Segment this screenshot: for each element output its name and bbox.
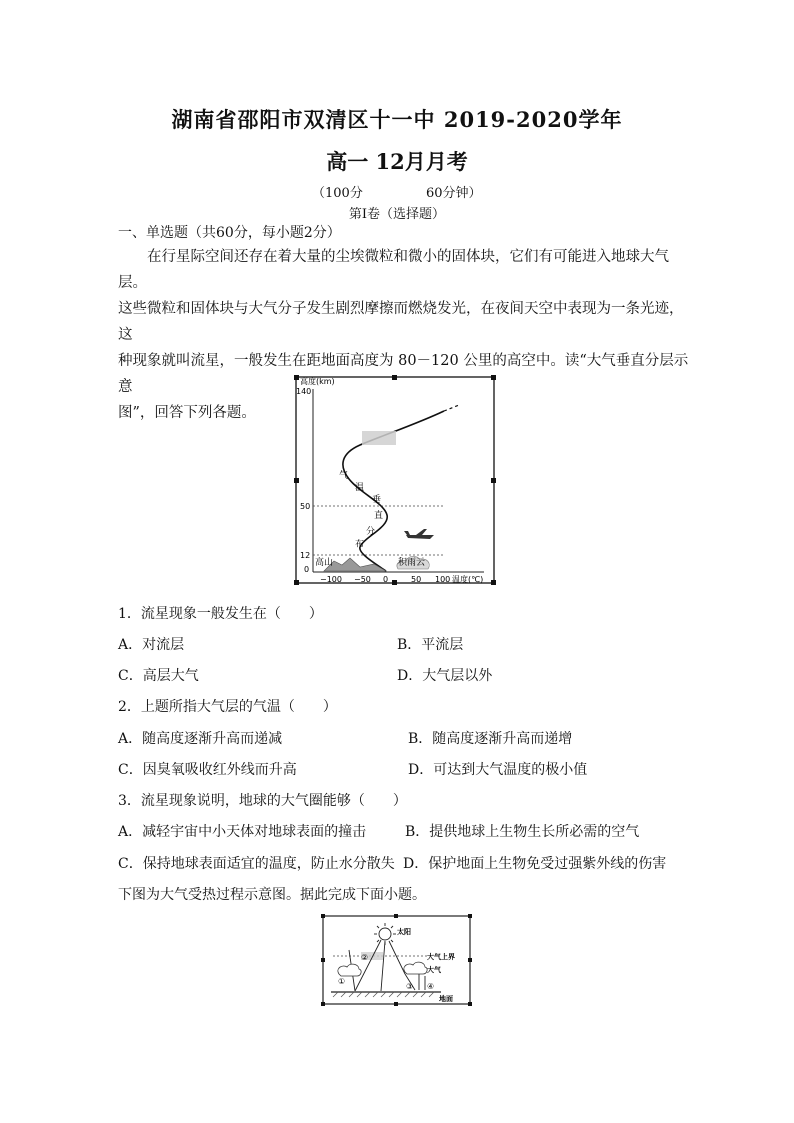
marker-1: ① xyxy=(338,977,346,986)
x-tick-minus100: −100 xyxy=(320,575,342,584)
ground-hatch xyxy=(333,992,434,997)
exam-title-line1: 湖南省邵阳市双清区十一中 2019-2020学年 xyxy=(171,107,623,132)
question-2-option-d: D．可达到大气温度的极小值 xyxy=(408,762,588,778)
upper-boundary-label: 大气上界 xyxy=(427,953,455,961)
intro-line-3: 种现象就叫流星，一般发生在距地面高度为 80－120 公里的高空中。读“大气垂直分层示意 xyxy=(118,353,689,395)
question-3-stem: 3．流星现象说明，地球的大气圈能够（ ） xyxy=(118,793,407,809)
selection-handles xyxy=(294,375,496,585)
curve-label-char-3: 垂 xyxy=(372,495,382,505)
curve-extension xyxy=(444,405,459,411)
atmospheric-heating-svg xyxy=(321,914,472,1006)
sun-label: 太阳 xyxy=(397,928,411,936)
curve-label-char-2: 温 xyxy=(355,483,365,493)
curve-label-char-4: 直 xyxy=(374,511,384,521)
intro-line-1: 在行星际空间还存在着大量的尘埃微粒和微小的固体块，它们有可能进入地球大气层。 xyxy=(118,249,669,291)
intro-line-4: 图”，回答下列各题。 xyxy=(118,405,256,421)
question-1-option-a: A．对流层 xyxy=(118,637,185,653)
question-3-option-d: D．保护地面上生物免受过强紫外线的伤害 xyxy=(403,856,667,872)
question-3-option-c: C．保持地球表面适宜的温度，防止水分散失 xyxy=(118,856,395,872)
marker-4: ④ xyxy=(427,982,435,991)
time-info: 60分钟） xyxy=(426,186,482,201)
cloud-label: 积雨云 xyxy=(398,558,426,568)
score-info: （100分 xyxy=(312,186,363,201)
x-tick-0: 0 xyxy=(383,575,389,584)
question-1-option-c: C．高层大气 xyxy=(118,668,199,684)
airplane-icon xyxy=(404,529,434,539)
atmosphere-label: 大气 xyxy=(427,966,441,974)
ground-label: 地面 xyxy=(439,995,453,1003)
marker-3: ③ xyxy=(406,982,414,991)
x-axis-label: 温度(℃) xyxy=(452,575,484,584)
curve-label-char-6: 布 xyxy=(355,540,365,550)
intro-line-2: 这些微粒和固体块与大气分子发生剧烈摩擦而燃烧发光，在夜间天空中表现为一条光迹，这 xyxy=(118,301,684,343)
exam-title-line2: 高一 12月月考 xyxy=(326,149,468,174)
question-3-option-a: A．减轻宇宙中小天体对地球表面的撞击 xyxy=(118,824,367,840)
y-tick-12: 12 xyxy=(300,551,311,560)
cloud-right-icon xyxy=(404,962,427,974)
atmosphere-layers-figure xyxy=(294,375,496,585)
mountain-label: 高山 xyxy=(315,558,334,568)
y-axis-label: 高度(km) xyxy=(300,377,335,386)
question-2-option-a: A．随高度逐渐升高而递减 xyxy=(118,731,283,747)
question-2-option-c: C．因臭氧吸收红外线而升高 xyxy=(118,762,297,778)
atmosphere-layers-svg xyxy=(294,375,496,585)
marker-2: ② xyxy=(361,953,369,962)
question-1-option-d: D．大气层以外 xyxy=(397,668,493,684)
blurred-label-patch xyxy=(362,431,396,445)
question-2-stem: 2．上题所指大气层的气温（ ） xyxy=(118,699,337,715)
question-1-option-b: B．平流层 xyxy=(397,637,464,653)
x-tick-minus50: −50 xyxy=(354,575,371,584)
volume-heading: 第Ⅰ卷（选择题） xyxy=(348,207,446,222)
cloud-left-icon xyxy=(338,964,361,976)
atmospheric-heating-figure xyxy=(321,914,472,1006)
x-tick-100: 100 xyxy=(435,575,451,584)
y-tick-0: 0 xyxy=(304,565,310,574)
y-tick-50: 50 xyxy=(300,502,311,511)
curve-label-char-5: 分 xyxy=(366,527,376,537)
question-1-stem: 1．流星现象一般发生在（ ） xyxy=(118,606,323,622)
figure2-intro: 下图为大气受热过程示意图。据此完成下面小题。 xyxy=(118,887,426,903)
figure-frame xyxy=(296,377,494,583)
x-tick-50: 50 xyxy=(411,575,422,584)
question-2-option-b: B．随高度逐渐升高而递增 xyxy=(408,731,573,747)
section-heading: 一、单选题（共60分，每小题2分） xyxy=(118,225,341,241)
curve-label-char-1: 气 xyxy=(339,471,349,481)
question-3-option-b: B．提供地球上生物生长所必需的空气 xyxy=(405,824,640,840)
y-tick-140: 140 xyxy=(296,387,312,396)
